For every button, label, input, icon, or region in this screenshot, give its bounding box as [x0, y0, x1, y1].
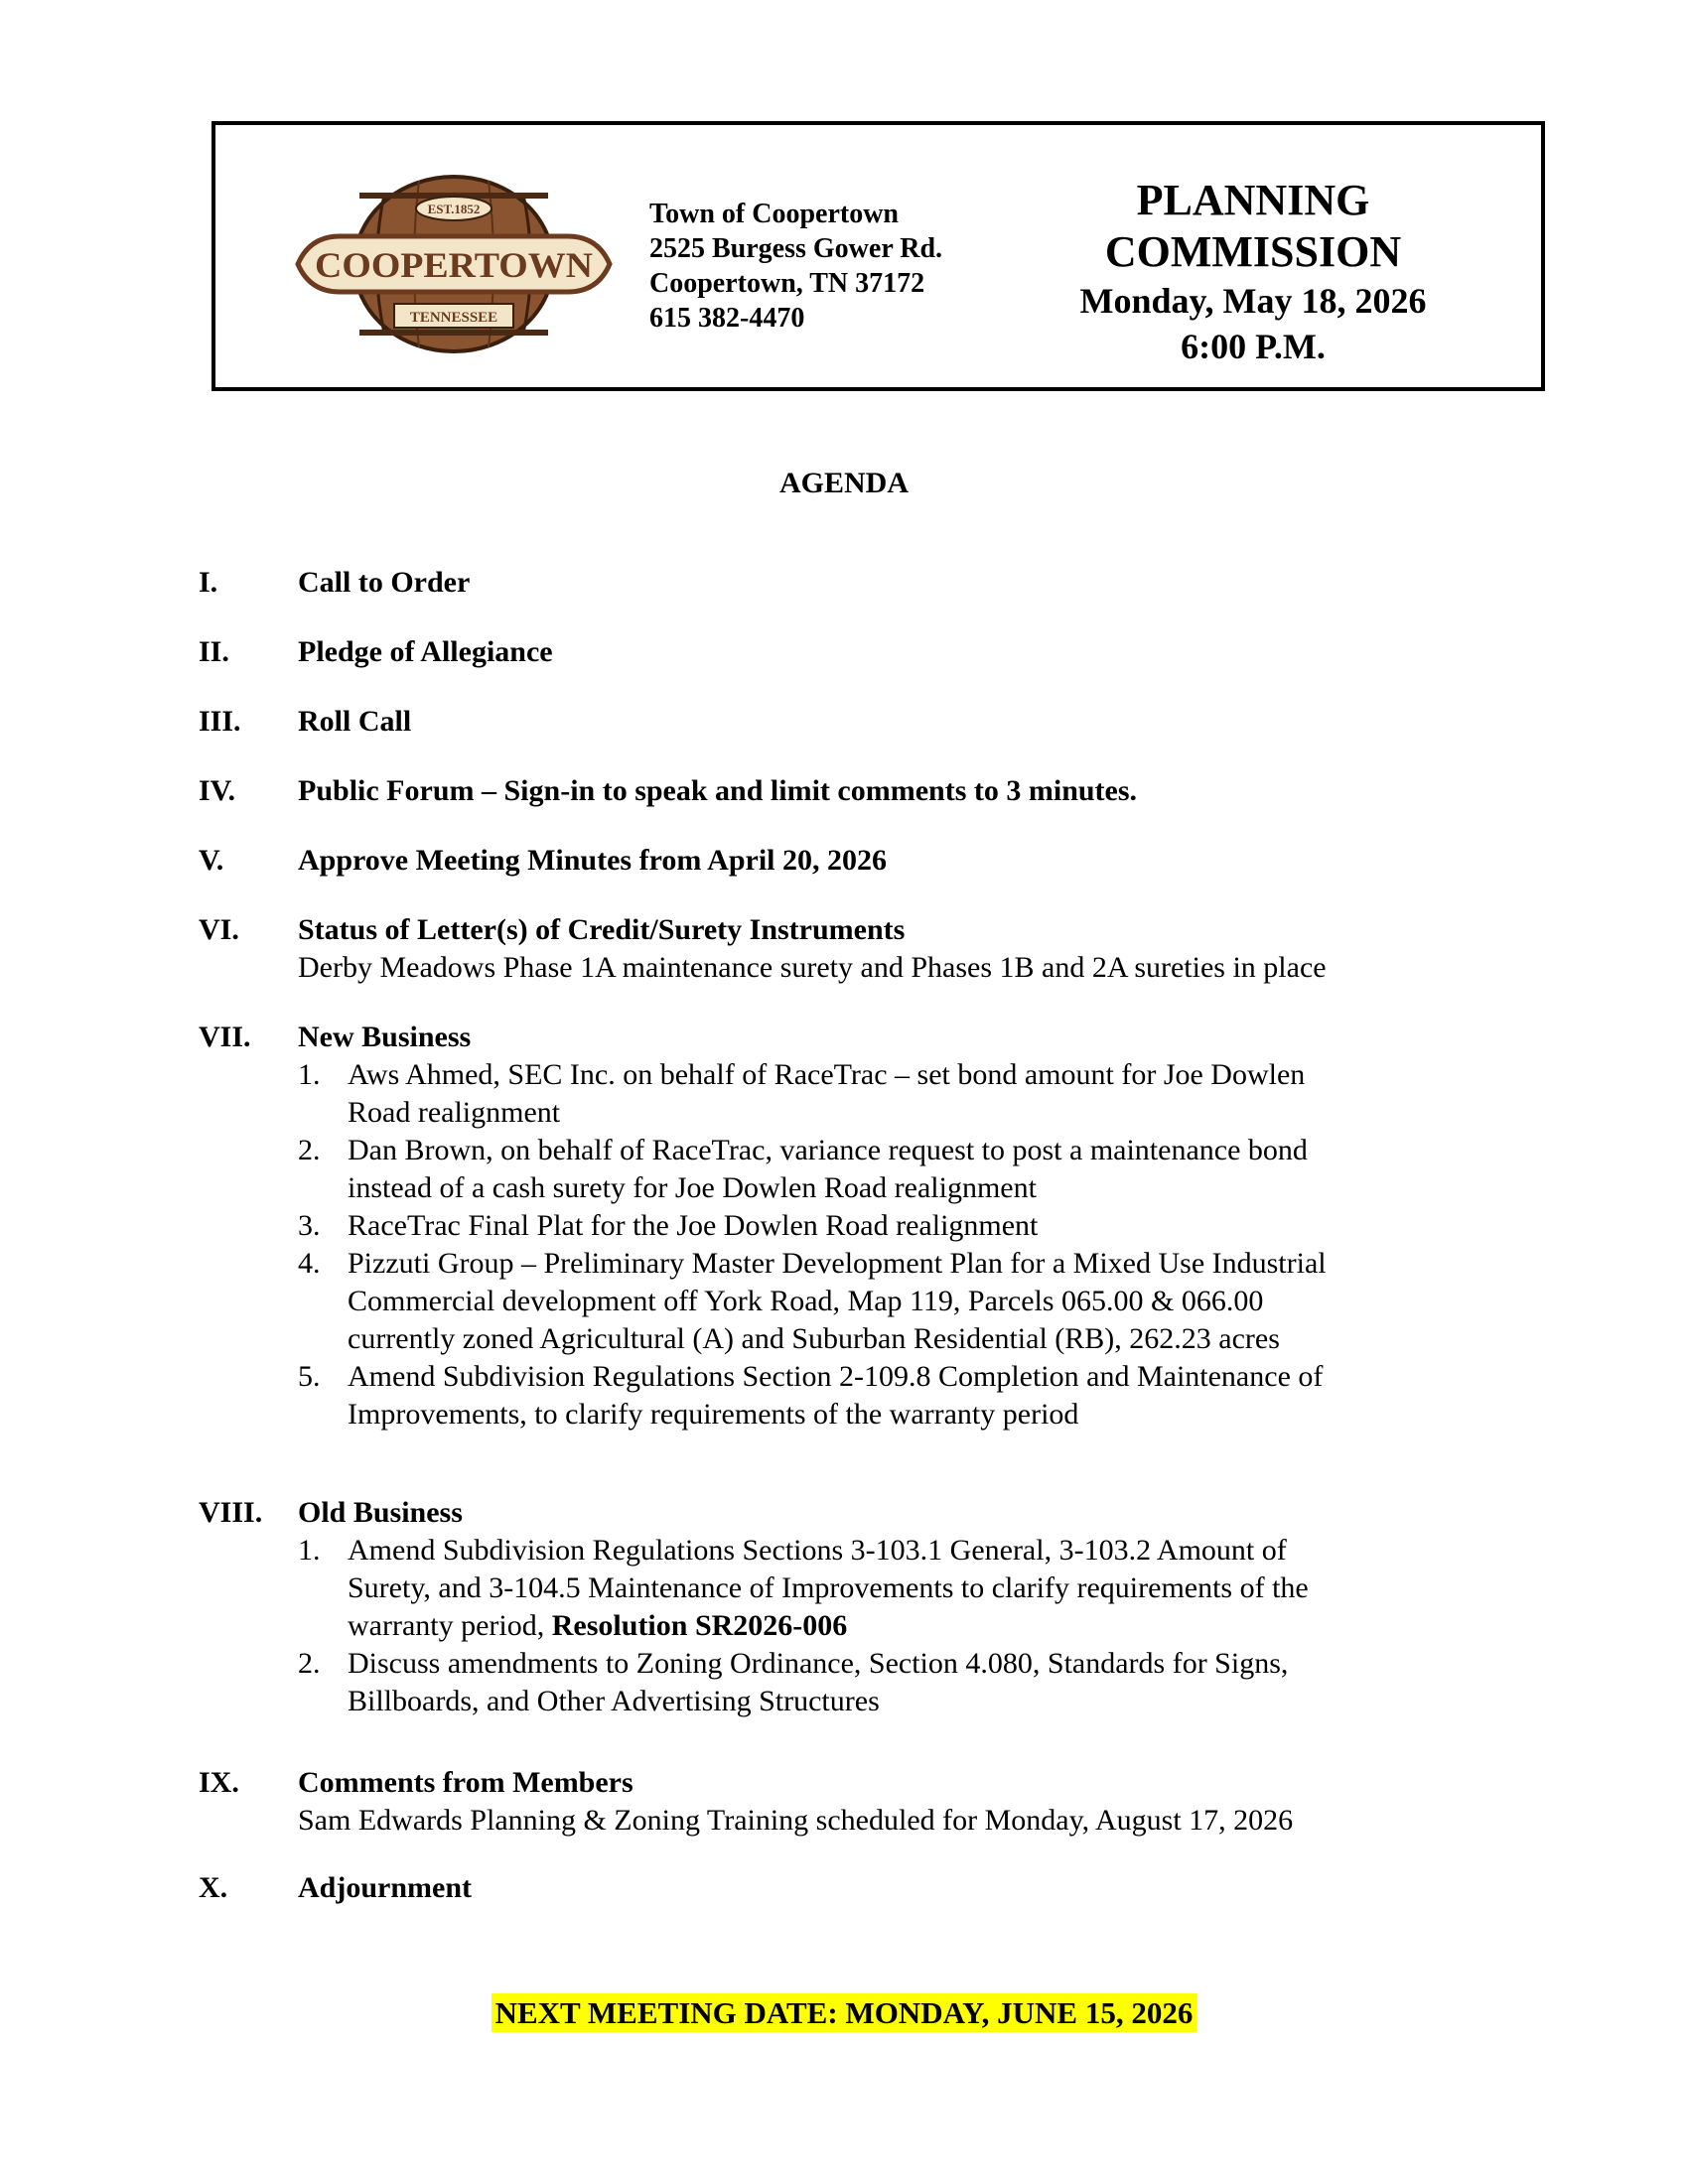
meeting-time: 6:00 P.M.	[1181, 327, 1326, 366]
city-state-zip: Coopertown, TN 37172	[649, 268, 925, 299]
item-numeral: VII.	[199, 1021, 251, 1053]
resolution-number: Resolution SR2026-006	[551, 1609, 848, 1642]
item-title: Comments from Members	[298, 1766, 633, 1799]
town-name: Town of Coopertown	[649, 199, 899, 229]
logo-state: TENNESSEE	[409, 310, 498, 326]
item-title: Status of Letter(s) of Credit/Surety Instruments	[298, 913, 906, 946]
address-block	[649, 197, 942, 336]
coopertown-logo	[290, 175, 618, 353]
item-numeral: VI.	[199, 913, 239, 946]
list-item: 1. Aws Ahmed, SEC Inc. on behalf of RaceTrac – set bond amount for Joe Dowlen Road realignment	[298, 1058, 1306, 1129]
item-title: Public Forum – Sign-in to speak and limit comments to 3 minutes.	[298, 774, 1138, 807]
next-meeting-banner	[0, 1995, 1688, 2031]
item-title: New Business	[298, 1021, 472, 1053]
list-item: 2. Discuss amendments to Zoning Ordinance, Section 4.080, Standards for Signs, Billboards, and Other Advertising Structures	[298, 1647, 1289, 1717]
item-note: Sam Edwards Planning & Zoning Training scheduled for Monday, August 17, 2026	[298, 1804, 1294, 1837]
item-title: Roll Call	[298, 705, 412, 738]
item-numeral: V.	[199, 844, 224, 877]
item-note: Derby Meadows Phase 1A maintenance surety and Phases 1B and 2A sureties in place	[298, 951, 1327, 984]
item-numeral: X.	[199, 1871, 228, 1904]
list-item: 5. Amend Subdivision Regulations Section 2-109.8 Completion and Maintenance of Improvements, to clarify requirements of the warranty period	[298, 1360, 1324, 1431]
street-address: 2525 Burgess Gower Rd.	[649, 233, 943, 264]
next-meeting-date: NEXT MEETING DATE: MONDAY, JUNE 15, 2026	[492, 1993, 1197, 2032]
header-box	[211, 121, 1545, 391]
title-commission: COMMISSION	[1104, 227, 1402, 276]
item-title: Adjournment	[298, 1871, 473, 1904]
new-business-list	[298, 1056, 1519, 1433]
old-business-list	[298, 1532, 1519, 1720]
phone-number: 615 382-4470	[649, 303, 805, 334]
item-title: Pledge of Allegiance	[298, 635, 553, 668]
logo-name: COOPERTOWN	[315, 245, 593, 285]
meeting-date: Monday, May 18, 2026	[1079, 281, 1427, 321]
item-numeral: I.	[199, 566, 218, 599]
item-numeral: II.	[199, 635, 229, 668]
title-planning: PLANNING	[1136, 176, 1370, 224]
item-numeral: IV.	[199, 774, 235, 807]
item-numeral: III.	[199, 705, 241, 738]
agenda-heading: AGENDA	[778, 467, 909, 499]
list-item: 2. Dan Brown, on behalf of RaceTrac, variance request to post a maintenance bond instead of a cash surety for Joe Dowlen Road realignment	[298, 1134, 1308, 1204]
meeting-title-block	[1050, 175, 1457, 369]
item-numeral: IX.	[199, 1766, 239, 1799]
list-item: 3. RaceTrac Final Plat for the Joe Dowlen Road realignment	[298, 1209, 1039, 1242]
list-item: 4. Pizzuti Group – Preliminary Master Development Plan for a Mixed Use Industrial Commercial development off York Road, Map 119, Parcels 065.00 & 066.00 currently zoned Agricultural (A) and Suburban Residential (RB), 262.23 acres	[298, 1247, 1327, 1355]
item-numeral: VIII.	[199, 1496, 263, 1529]
item-title: Old Business	[298, 1496, 463, 1529]
list-item: 1. Amend Subdivision Regulations Sections 3-103.1 General, 3-103.2 Amount of Surety, and 3-104.5 Maintenance of Improvements to clarify requirements of the warranty period, Resolution SR2026-006	[298, 1534, 1309, 1642]
item-title: Call to Order	[298, 566, 471, 599]
logo-est: EST.1852	[427, 202, 481, 216]
item-title: Approve Meeting Minutes from April 20, 2026	[298, 844, 888, 877]
